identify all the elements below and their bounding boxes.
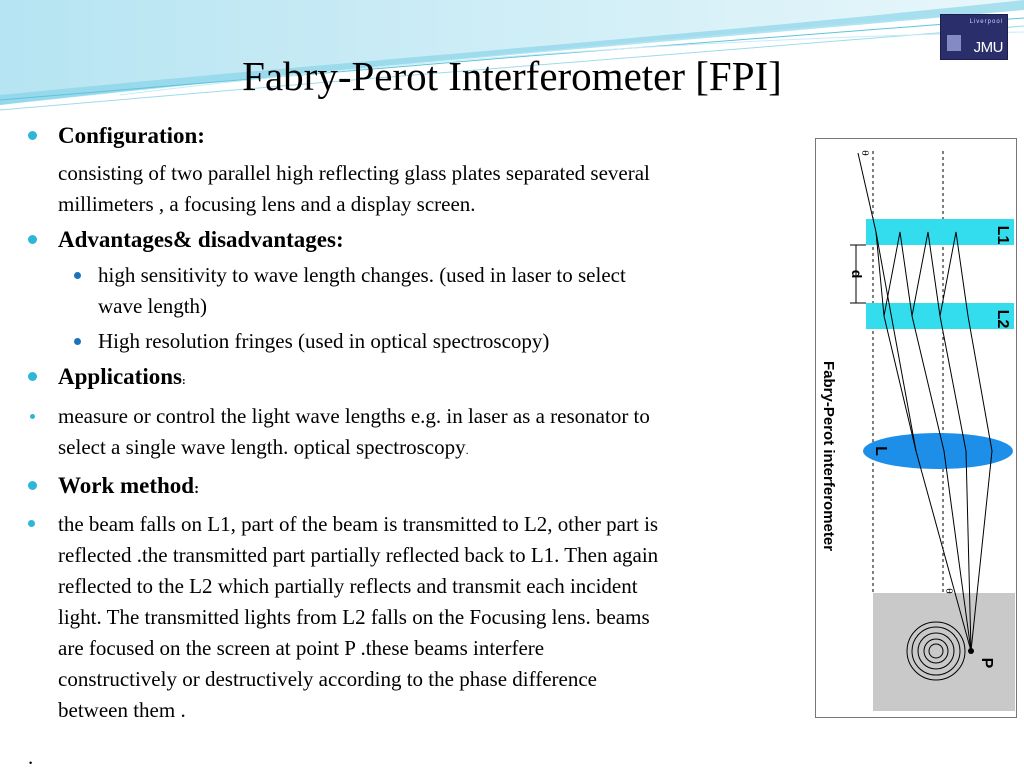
applications-line-1: measure or control the light wave lengths e.g. in laser as a resonator to	[58, 404, 650, 428]
label-lens: L	[872, 446, 889, 456]
label-l1: L1	[994, 225, 1011, 245]
bullet-icon	[28, 481, 37, 490]
advantage-sub-item	[28, 326, 798, 357]
work-line: reflected to the L2 which partially reflects and transmit each incident	[58, 574, 638, 598]
advantage-2: High resolution fringes (used in optical spectroscopy)	[98, 329, 550, 353]
applications-line-2-end: .	[465, 443, 469, 457]
applications-item	[28, 361, 798, 397]
applications-heading: Applications	[58, 364, 182, 389]
display-screen	[873, 593, 1015, 711]
advantages-item	[28, 224, 798, 256]
applications-colon: :	[181, 375, 186, 387]
work-method-text	[28, 509, 798, 726]
crest-icon	[947, 35, 961, 51]
configuration-line-2: millimeters , a focusing lens and a display screen.	[58, 192, 476, 216]
sub-bullet-icon	[74, 272, 81, 279]
label-d: d	[849, 269, 865, 279]
plate-l1	[866, 219, 1014, 245]
advantages-heading: Advantages& disadvantages:	[58, 227, 344, 252]
configuration-item	[28, 120, 798, 152]
advantage-1-line-1: high sensitivity to wave length changes. (used in laser to select	[98, 263, 626, 287]
label-theta-top: θ	[859, 150, 869, 156]
bullet-icon	[28, 372, 37, 381]
configuration-line-1: consisting of two parallel high reflecting glass plates separated several	[58, 161, 650, 185]
applications-text	[28, 401, 798, 466]
bullet-icon	[28, 520, 35, 527]
work-line: between them .	[58, 698, 186, 722]
work-line: light. The transmitted lights from L2 falls on the Focusing lens. beams	[58, 605, 650, 629]
work-line: the beam falls on L1, part of the beam is transmitted to L2, other part is	[58, 512, 659, 536]
bullet-icon	[28, 131, 37, 140]
applications-line-2: select a single wave length. optical spectroscopy	[58, 435, 466, 459]
fpi-diagram	[816, 139, 1016, 717]
label-p: P	[978, 657, 995, 669]
work-line: reflected .the transmitted part partially reflected back to L1. Then again	[58, 543, 659, 567]
bullet-icon	[28, 235, 37, 244]
work-method-colon: :	[194, 481, 200, 497]
configuration-heading: Configuration:	[58, 123, 205, 148]
fpi-diagram-figure	[815, 138, 1017, 718]
work-line: constructively or destructively according to the phase difference	[58, 667, 597, 691]
slide-content	[28, 120, 798, 726]
configuration-text	[28, 158, 798, 220]
label-l2: L2	[994, 309, 1011, 329]
advantage-1-line-2: wave length)	[98, 294, 208, 318]
logo-small-text: Liverpool	[969, 19, 1003, 25]
figure-caption: Fabry-Perot interferometer	[820, 361, 837, 552]
work-line: are focused on the screen at point P .these beams interfere	[58, 636, 545, 660]
slide-title: Fabry-Perot Interferometer [FPI]	[242, 53, 782, 99]
advantage-sub-item	[28, 260, 798, 322]
work-method-item	[28, 470, 798, 505]
sub-bullet-icon	[74, 338, 81, 345]
trailing-dot: .	[28, 745, 34, 769]
bullet-icon	[30, 414, 35, 419]
work-method-heading: Work method	[58, 473, 195, 498]
logo-brand: JMU	[973, 39, 1003, 56]
label-theta-bottom: θ	[943, 588, 953, 594]
